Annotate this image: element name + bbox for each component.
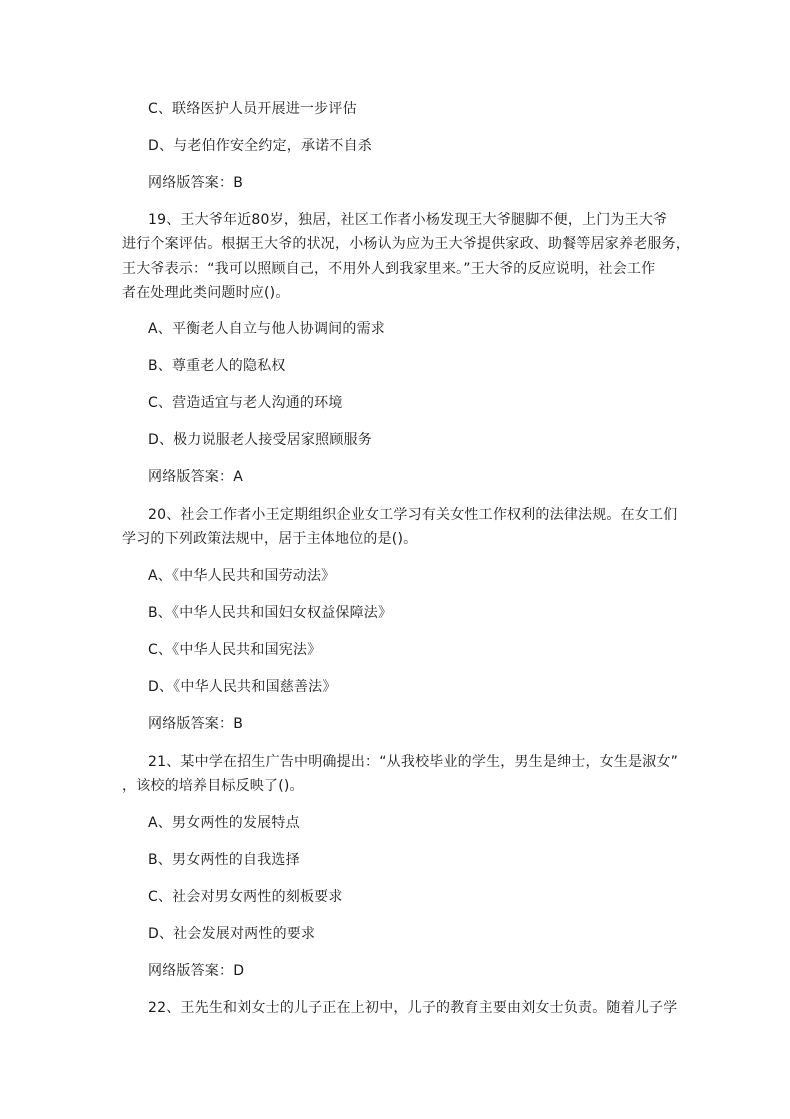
option-a: A、男女两性的发展特点	[148, 815, 300, 831]
question-20-line-2: 学习的下列政策法规中，居于主体地位的是()。	[122, 531, 418, 547]
option-d: D、社会发展对两性的要求	[148, 926, 316, 942]
option-c: C、社会对男女两性的刻板要求	[148, 889, 343, 905]
question-21-line-2: ，该校的培养目标反映了()。	[122, 778, 304, 794]
question-19-line-2: 进行个案评估。根据王大爷的状况，小杨认为应为王大爷提供家政、助餐等居家养老服务，	[122, 236, 690, 252]
option-d: D、《中华人民共和国慈善法》	[148, 679, 337, 695]
option-c: C、联络医护人员开展进一步评估	[148, 101, 357, 117]
option-b: B、男女两性的自我选择	[148, 852, 300, 868]
answer-line: 网络版答案：A	[148, 469, 243, 485]
answer-line: 网络版答案：B	[148, 716, 244, 732]
option-a: A、《中华人民共和国劳动法》	[148, 568, 336, 584]
question-20-line-1: 20、社会工作者小王定期组织企业女工学习有关女性工作权利的法律法规。在女工们	[148, 507, 678, 523]
question-21-line-1: 21、某中学在招生广告中明确提出：“从我校毕业的学生，男生是绅士，女生是淑女”	[148, 754, 679, 770]
option-c: C、营造适宜与老人沟通的环境	[148, 395, 343, 411]
question-19-line-3: 王大爷表示：“我可以照顾自己，不用外人到我家里来。”王大爷的反应说明，社会工作	[122, 261, 656, 277]
option-b: B、《中华人民共和国妇女权益保障法》	[148, 605, 393, 621]
question-19-line-4: 者在处理此类问题时应()。	[122, 285, 290, 301]
option-b: B、尊重老人的隐私权	[148, 358, 286, 374]
option-d: D、极力说服老人接受居家照顾服务	[148, 432, 372, 448]
option-d: D、与老伯作安全约定，承诺不自杀	[148, 138, 372, 154]
question-22-line-1: 22、王先生和刘女士的儿子正在上初中，儿子的教育主要由刘女士负责。随着儿子学	[148, 1000, 678, 1016]
answer-line: 网络版答案：D	[148, 963, 245, 979]
option-c: C、《中华人民共和国宪法》	[148, 642, 322, 658]
answer-line: 网络版答案：B	[148, 175, 244, 191]
question-19-line-1: 19、王大爷年近80岁，独居，社区工作者小杨发现王大爷腿脚不便，上门为王大爷	[148, 212, 668, 228]
option-a: A、平衡老人自立与他人协调间的需求	[148, 321, 385, 337]
